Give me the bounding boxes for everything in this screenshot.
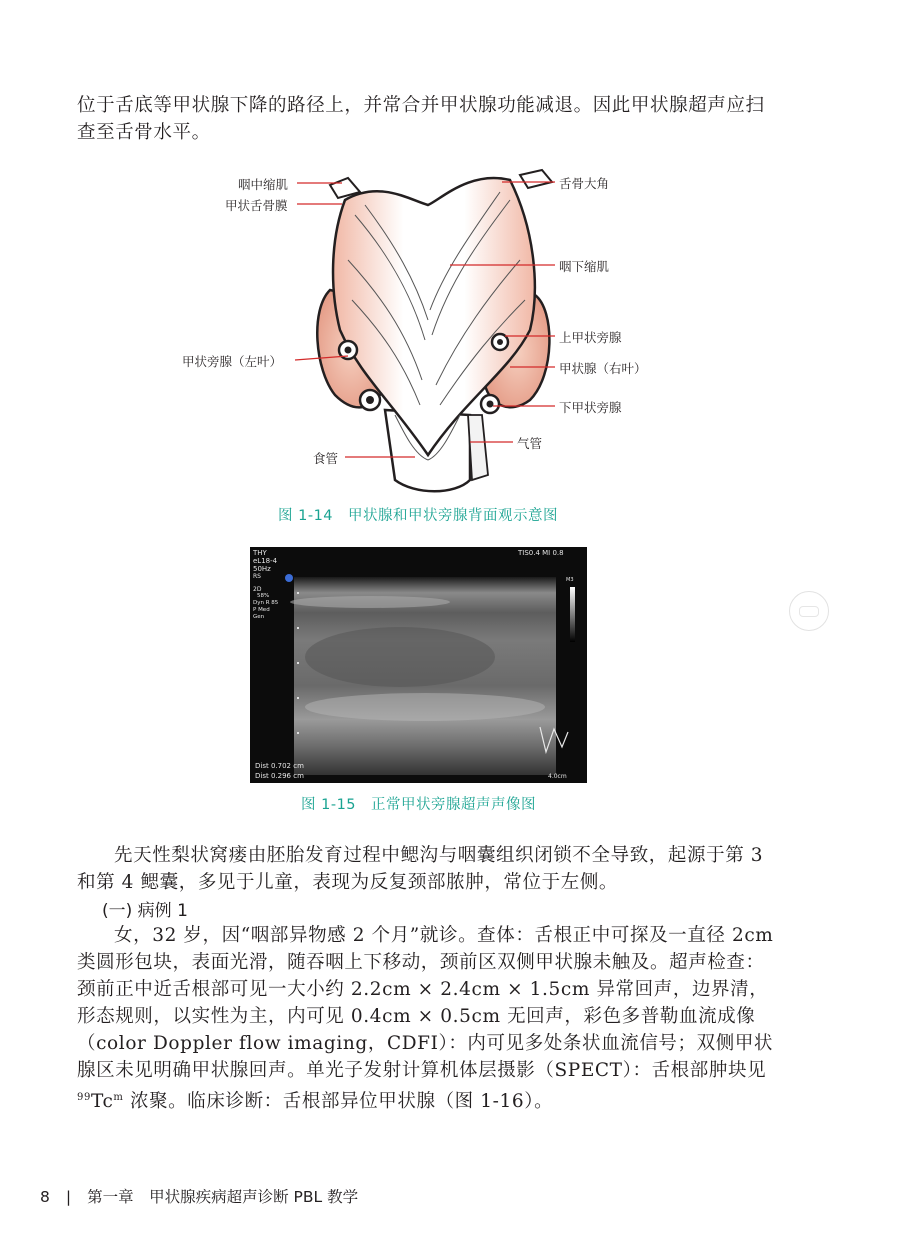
label-thyrohyoid: 甲状舌骨膜	[225, 198, 288, 213]
case-text: 女，32 岁，因“咽部异物感 2 个月”就诊。查体：舌根正中可探及一直径 2cm 类圆形包块，表面光滑，随吞咽上下移动，颈前区双侧甲状腺未触及。超声检查：颈前正中近舌根部可见一大小约 2.2cm × 2.4cm × 1.5cm 异常回声，边界清，形态规则，以实性为主，内可见 0.4cm × 0.5cm 无回声，彩色多普勒血流成像（color Doppler flow imaging，CDFI）：内可见多处条状血流信号；双侧甲状腺区未见明确甲状腺回声。单光子发射计算机体层摄影（SPECT）：舌根部肿块见	[77, 925, 774, 1081]
paragraph-case	[77, 922, 777, 1115]
us-map: M3	[566, 577, 574, 583]
us-mode-1: 2D	[253, 586, 262, 593]
us-index: TIS0.4 MI 0.8	[518, 549, 564, 557]
label-pharynx-middle: 咽中缩肌	[238, 177, 289, 192]
us-dist-2: Dist 0.296 cm	[255, 772, 304, 780]
figure-15-caption: 图 1-15 正常甲状旁腺超声声像图	[301, 797, 537, 813]
label-esophagus: 食管	[313, 451, 339, 466]
label-hyoid-horn: 舌骨大角	[559, 176, 610, 191]
ultrasound-scan	[250, 547, 587, 783]
label-trachea: 气管	[517, 436, 543, 451]
us-dist-1: Dist 0.702 cm	[255, 762, 304, 770]
section-heading-case-1: (一) 病例 1	[102, 901, 188, 921]
us-mode-4: P Med	[253, 607, 270, 613]
footer-separator: |	[65, 1188, 72, 1206]
figure-thyroid-posterior-view	[170, 160, 730, 505]
paragraph-top: 位于舌底等甲状腺下降的路径上，并常合并甲状腺功能减退。因此甲状腺超声应扫查至舌骨水平。	[77, 95, 765, 143]
us-depth: 4.0cm	[548, 773, 567, 780]
label-pharynx-lower: 咽下缩肌	[559, 259, 610, 274]
us-probe-1: THY	[253, 549, 267, 557]
us-probe-3: 50Hz	[253, 565, 271, 573]
superscript-m: m	[113, 1092, 124, 1103]
figure-ultrasound-image	[250, 547, 587, 783]
us-mode-3: Dyn R 85	[253, 600, 279, 606]
watermark-logo-icon	[789, 591, 829, 631]
us-mode-5: Gen	[253, 614, 265, 620]
us-probe-4: RS	[253, 573, 261, 580]
page-footer	[40, 1185, 358, 1207]
page-number: 8	[40, 1188, 50, 1206]
case-tail: 浓聚。临床诊断：舌根部异位甲状腺（图 1-16）。	[123, 1091, 554, 1113]
label-thyroid-right: 甲状腺（右叶）	[559, 361, 647, 376]
label-lower-parathyroid: 下甲状旁腺	[559, 400, 622, 415]
us-probe-2: eL18-4	[253, 557, 278, 565]
label-parathyroid-left: 甲状旁腺（左叶）	[182, 354, 283, 369]
chapter-title: 第一章 甲状腺疾病超声诊断 PBL 教学	[87, 1188, 359, 1206]
paragraph-intro: 先天性梨状窝瘘由胚胎发育过程中鳃沟与咽囊组织闭锁不全导致，起源于第 3 和第 4 鳃囊，多见于儿童，表现为反复颈部脓肿，常位于左侧。	[77, 845, 764, 893]
superscript-99: 99	[77, 1092, 91, 1103]
us-mode-2: 58%	[257, 593, 270, 599]
figure-14-caption: 图 1-14 甲状腺和甲状旁腺背面观示意图	[278, 508, 559, 524]
label-upper-parathyroid: 上甲状旁腺	[559, 330, 622, 345]
case-tc: Tc	[90, 1091, 114, 1113]
